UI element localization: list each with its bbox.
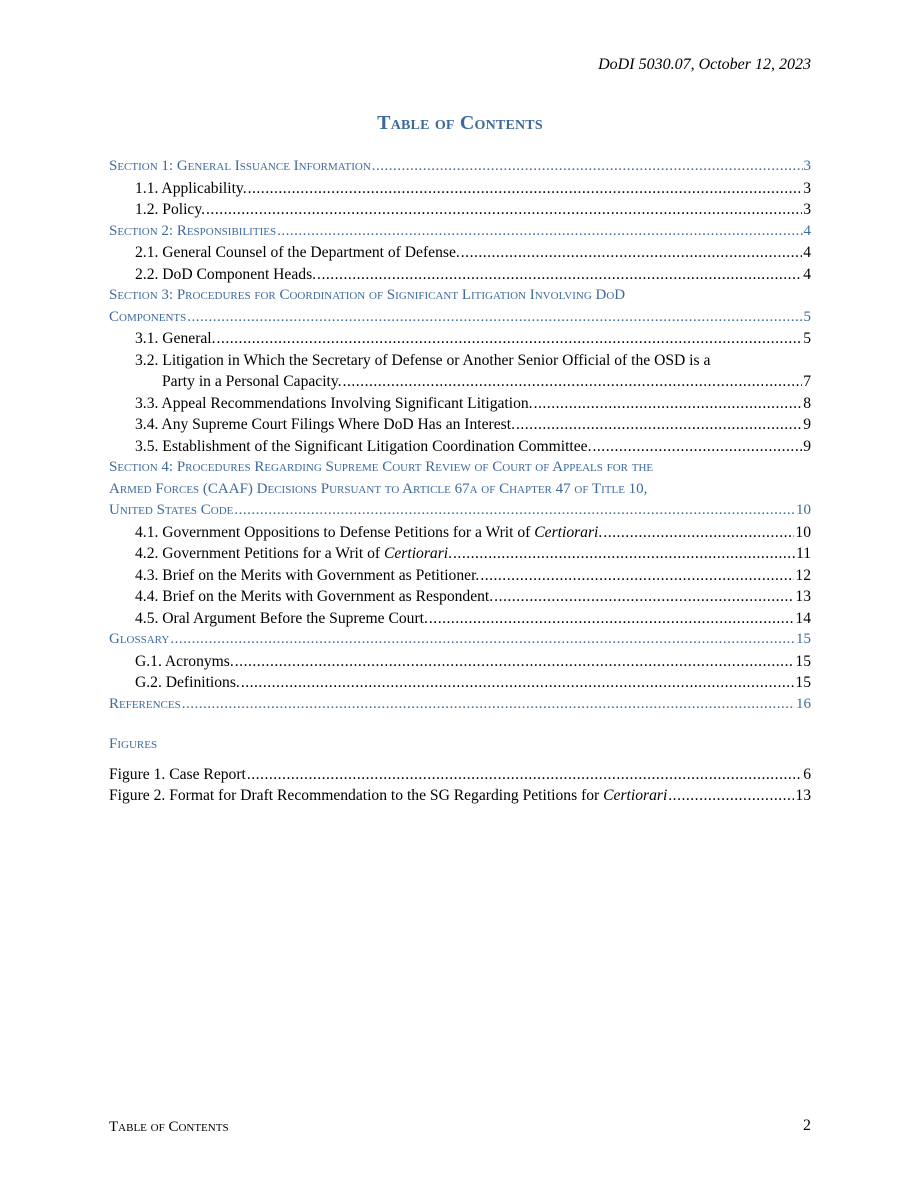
toc-page-number: 5 bbox=[803, 330, 811, 347]
toc-entry-label: Section 1: General Issuance Information bbox=[109, 158, 371, 174]
dot-leader bbox=[516, 414, 802, 436]
dot-leader bbox=[277, 221, 802, 243]
toc-entry-4-1[interactable] bbox=[109, 522, 811, 544]
dot-leader bbox=[317, 264, 802, 286]
dot-leader bbox=[206, 199, 802, 221]
dot-leader bbox=[429, 608, 795, 630]
dot-leader bbox=[461, 242, 802, 264]
toc-glossary[interactable] bbox=[109, 629, 811, 651]
toc-entry-text: 4.2. Government Petitions for a Writ of bbox=[135, 545, 384, 562]
dot-leader bbox=[494, 586, 794, 608]
toc-entry-label: 4.3. Brief on the Merits with Government as Petitioner. bbox=[135, 566, 480, 584]
toc-references[interactable] bbox=[109, 694, 811, 716]
dot-leader bbox=[480, 565, 794, 587]
dot-leader bbox=[593, 436, 803, 458]
toc-entry-4-5[interactable] bbox=[109, 608, 811, 630]
toc-page-number: 11 bbox=[795, 545, 811, 562]
page-title: Table of Contents bbox=[377, 112, 543, 134]
table-of-contents bbox=[109, 156, 811, 807]
toc-entry-label: 3.1. General. bbox=[135, 330, 216, 347]
toc-entry-label: G.1. Acronyms. bbox=[135, 652, 234, 670]
dot-leader bbox=[372, 156, 803, 178]
toc-entry-label: 1.2. Policy. bbox=[135, 201, 206, 218]
toc-page-number: 9 bbox=[803, 416, 811, 433]
toc-page-number: 6 bbox=[803, 765, 811, 783]
toc-page-number: 8 bbox=[803, 394, 811, 412]
toc-page-number: 16 bbox=[796, 695, 811, 712]
dot-leader bbox=[234, 500, 795, 522]
toc-entry-label: 1.1. Applicability. bbox=[135, 179, 247, 197]
toc-entry-label: United States Code bbox=[109, 502, 234, 518]
toc-page-number: 4 bbox=[803, 244, 811, 261]
toc-entry-label: 3.5. Establishment of the Significant Litigation Coordination Committee. bbox=[135, 437, 592, 455]
dot-leader bbox=[603, 522, 794, 544]
toc-entry-label: Components bbox=[109, 308, 187, 325]
toc-entry-italic: Certiorari bbox=[603, 787, 668, 804]
toc-entry-italic: Certiorari bbox=[534, 523, 599, 541]
toc-entry-suffix: . bbox=[448, 545, 453, 562]
toc-page-number: 3 bbox=[803, 201, 811, 218]
toc-section-3[interactable] bbox=[109, 285, 811, 328]
dot-leader bbox=[668, 785, 794, 807]
figures-heading: Figures bbox=[109, 736, 158, 752]
dot-leader bbox=[182, 694, 795, 716]
toc-entry-4-2[interactable] bbox=[109, 543, 811, 565]
toc-section-1[interactable] bbox=[109, 156, 811, 178]
toc-entry-label bbox=[109, 785, 667, 807]
dot-leader bbox=[453, 543, 795, 565]
toc-page-number: 13 bbox=[795, 787, 811, 804]
toc-entry-2-2[interactable] bbox=[109, 264, 811, 286]
toc-entry-1-2[interactable] bbox=[109, 199, 811, 221]
toc-page-number: 3 bbox=[803, 158, 811, 174]
dot-leader bbox=[170, 629, 795, 651]
dot-leader bbox=[217, 328, 803, 350]
toc-entry-label: 2.2. DoD Component Heads. bbox=[135, 265, 317, 283]
toc-page-number: 4 bbox=[803, 265, 811, 283]
toc-page-number: 4 bbox=[803, 222, 811, 239]
toc-page-number: 15 bbox=[795, 652, 811, 670]
toc-entry-label: References bbox=[109, 695, 181, 712]
dot-leader bbox=[247, 764, 802, 786]
footer-section-label: Table of Contents bbox=[109, 1119, 229, 1135]
toc-page-number: 10 bbox=[796, 502, 811, 518]
toc-entry-g-2[interactable] bbox=[109, 672, 811, 694]
dot-leader bbox=[235, 651, 795, 673]
toc-page-number: 12 bbox=[795, 566, 811, 584]
toc-entry-label-line1: Section 4: Procedures Regarding Supreme Court Review of Court of Appeals for the bbox=[109, 459, 654, 475]
toc-entry-label-line2: Armed Forces (CAAF) Decisions Pursuant to Article 67a of Chapter 47 of Title 10, bbox=[109, 480, 648, 497]
toc-figure-2[interactable] bbox=[109, 785, 811, 807]
toc-entry-label: Party in a Personal Capacity. bbox=[162, 373, 342, 390]
toc-entry-4-3[interactable] bbox=[109, 565, 811, 587]
toc-entry-3-3[interactable] bbox=[109, 393, 811, 415]
toc-page-number: 7 bbox=[803, 373, 811, 390]
toc-page-number: 5 bbox=[803, 308, 811, 325]
toc-page-number: 13 bbox=[795, 588, 811, 605]
toc-entry-label: 4.4. Brief on the Merits with Government as Respondent. bbox=[135, 588, 494, 605]
document-reference: DoDI 5030.07, October 12, 2023 bbox=[598, 56, 811, 73]
toc-section-2[interactable] bbox=[109, 221, 811, 243]
dot-leader bbox=[241, 672, 795, 694]
toc-entry-text: Figure 2. Format for Draft Recommendation to the SG Regarding Petitions for bbox=[109, 787, 604, 804]
toc-entry-label: Glossary bbox=[109, 631, 170, 647]
dot-leader bbox=[534, 393, 803, 415]
toc-entry-label-line1: Section 3: Procedures for Coordination of Significant Litigation Involving DoD bbox=[109, 287, 626, 303]
toc-entry-1-1[interactable] bbox=[109, 178, 811, 200]
toc-entry-3-4[interactable] bbox=[109, 414, 811, 436]
toc-entry-label: Section 2: Responsibilities bbox=[109, 222, 277, 239]
toc-page-number: 15 bbox=[796, 631, 811, 647]
toc-entry-label: 3.3. Appeal Recommendations Involving Significant Litigation. bbox=[135, 394, 533, 412]
footer-page-number: 2 bbox=[803, 1117, 811, 1134]
toc-entry-label: Figure 1. Case Report bbox=[109, 765, 246, 783]
toc-entry-label bbox=[135, 543, 452, 565]
toc-entry-italic: Certiorari bbox=[383, 545, 449, 562]
toc-page-number: 10 bbox=[795, 523, 811, 541]
toc-entry-label-line1: 3.2. Litigation in Which the Secretary of Defense or Another Senior Official of the OSD is a bbox=[135, 351, 711, 369]
toc-page-number: 3 bbox=[803, 179, 811, 197]
toc-page-number: 9 bbox=[803, 437, 811, 455]
toc-entry-3-5[interactable] bbox=[109, 436, 811, 458]
dot-leader bbox=[343, 371, 803, 393]
toc-entry-label: G.2. Definitions. bbox=[135, 674, 240, 691]
toc-entry-label: 2.1. General Counsel of the Department of Defense. bbox=[135, 244, 460, 261]
dot-leader bbox=[248, 178, 803, 200]
toc-entry-text: 4.1. Government Oppositions to Defense Petitions for a Writ of bbox=[135, 523, 535, 541]
toc-entry-label: 4.5. Oral Argument Before the Supreme Court. bbox=[135, 609, 428, 627]
toc-entry-2-1[interactable] bbox=[109, 242, 811, 264]
toc-page-number: 15 bbox=[795, 674, 811, 691]
toc-entry-3-1[interactable] bbox=[109, 328, 811, 350]
toc-entry-label: 3.4. Any Supreme Court Filings Where DoD Has an Interest. bbox=[135, 416, 515, 433]
toc-page-number: 14 bbox=[795, 609, 811, 627]
toc-figure-1[interactable] bbox=[109, 764, 811, 786]
toc-entry-3-2[interactable] bbox=[109, 350, 811, 393]
toc-section-4[interactable] bbox=[109, 457, 811, 522]
dot-leader bbox=[187, 307, 802, 329]
toc-entry-4-4[interactable] bbox=[109, 586, 811, 608]
toc-entry-label bbox=[135, 522, 602, 544]
toc-entry-g-1[interactable] bbox=[109, 651, 811, 673]
toc-entry-suffix: . bbox=[598, 523, 603, 541]
